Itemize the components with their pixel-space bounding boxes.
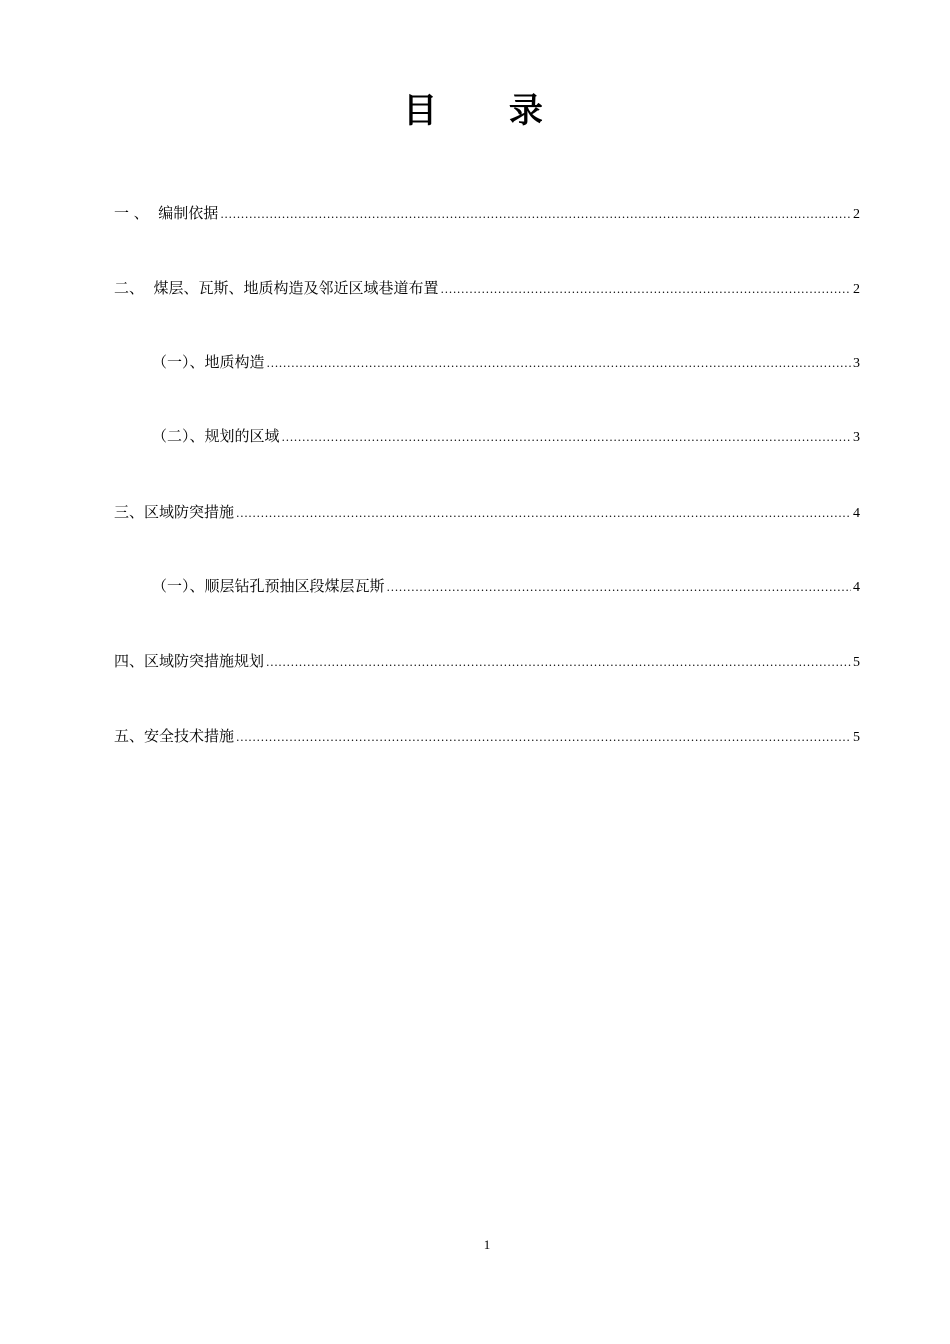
toc-entry-label: 二、 煤层、瓦斯、地质构造及邻近区域巷道布置 — [114, 279, 439, 297]
dot-leader — [441, 279, 851, 301]
toc-entry-label: （二）、规划的区域 — [152, 427, 280, 445]
toc-entry-page: 3 — [853, 356, 860, 371]
toc-entry[interactable] — [114, 650, 860, 672]
toc-entry[interactable] — [114, 202, 860, 224]
toc-entry-label: 三、区域防突措施 — [114, 503, 235, 521]
page-title: 目 录 — [403, 91, 573, 131]
dot-leader — [236, 727, 851, 749]
dot-leader — [266, 652, 851, 674]
toc-entry-page: 3 — [853, 430, 860, 445]
toc-entry-page: 2 — [853, 207, 860, 222]
dot-leader — [236, 503, 851, 525]
toc-entry-page: 2 — [853, 282, 860, 297]
toc-entry-label: （一）、顺层钻孔预抽区段煤层瓦斯 — [152, 577, 385, 595]
toc-entry-label: 一 、 编制依据 — [114, 204, 219, 222]
toc-entry[interactable] — [114, 501, 860, 523]
dot-leader — [387, 577, 851, 599]
dot-leader — [220, 204, 851, 226]
toc-entry-page: 4 — [853, 506, 860, 521]
toc-entry[interactable] — [152, 351, 860, 373]
toc-entry[interactable] — [114, 277, 860, 299]
toc-entry-label: 四、区域防突措施规划 — [114, 652, 265, 670]
dot-leader — [267, 353, 851, 375]
dot-leader — [282, 427, 851, 449]
toc-entry-page: 4 — [853, 580, 860, 595]
toc-entry-label: 五、安全技术措施 — [114, 727, 235, 745]
toc-entry-page: 5 — [853, 730, 860, 745]
toc-entry[interactable] — [114, 725, 860, 747]
page-number: 1 — [483, 1237, 491, 1252]
toc-entry-page: 5 — [853, 655, 860, 670]
toc-entry[interactable] — [152, 425, 860, 447]
toc-entry[interactable] — [152, 575, 860, 597]
toc-entry-label: （一）、地质构造 — [152, 353, 265, 371]
